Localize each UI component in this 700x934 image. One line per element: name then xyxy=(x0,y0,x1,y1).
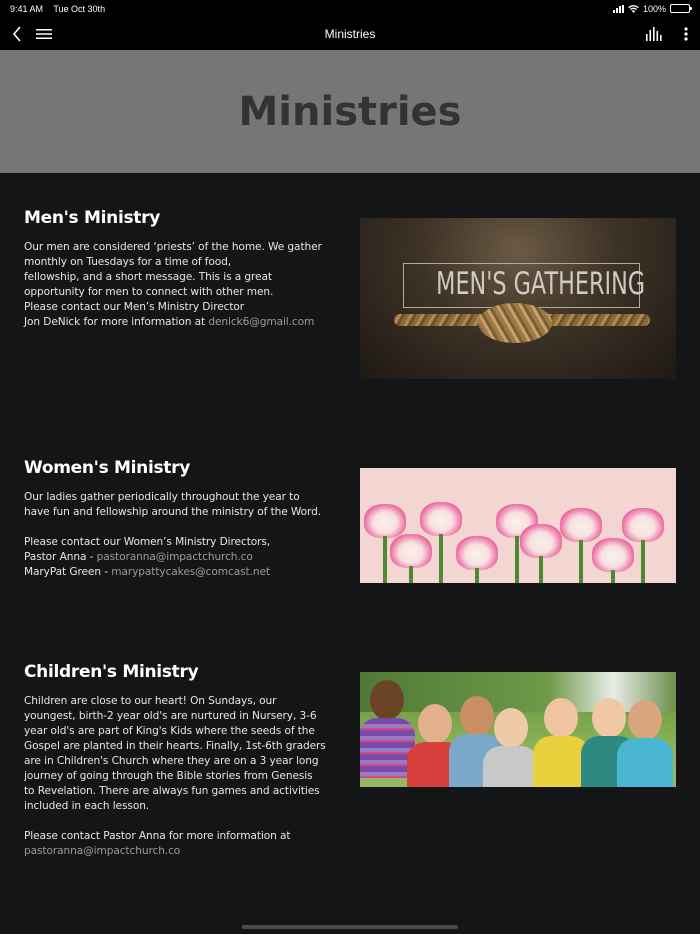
home-indicator[interactable] xyxy=(242,925,458,929)
text-line: Please contact Pastor Anna for more information at xyxy=(24,830,291,842)
section-description xyxy=(24,490,344,520)
back-icon xyxy=(12,26,22,42)
hamburger-menu-icon xyxy=(36,28,52,40)
text-line: monthly on Tuesdays for a time of food, xyxy=(24,256,232,268)
battery-percent: 100% xyxy=(642,3,666,14)
menu-button[interactable] xyxy=(36,28,52,40)
text-line: to Revelation. There are always fun games and activities xyxy=(24,785,320,797)
nav-right xyxy=(608,27,688,41)
section-womens-ministry xyxy=(24,458,676,588)
rose-graphic xyxy=(420,502,462,536)
section-description xyxy=(24,240,344,330)
image-caption: MEN'S GATHERING xyxy=(436,266,646,302)
rose-graphic xyxy=(364,504,406,538)
rose-graphic xyxy=(390,534,432,568)
text-line: youngest, birth-2 year old's are nurtured in Nursery, 3-6 xyxy=(24,710,317,722)
text-line: journey of going through the Bible stories from Genesis xyxy=(24,770,313,782)
battery-icon xyxy=(670,4,690,13)
section-childrens-ministry xyxy=(24,662,676,872)
section-contacts xyxy=(24,535,344,580)
text-line: Children are close to our heart! On Sundays, our xyxy=(24,695,277,707)
status-time: 9:41 AM xyxy=(10,3,44,14)
email-link[interactable]: pastoranna@impactchurch.co xyxy=(96,551,253,563)
email-link[interactable]: marypattycakes@comcast.net xyxy=(111,566,270,578)
navigation-bar xyxy=(0,17,700,50)
section-text xyxy=(24,208,344,330)
rose-graphic xyxy=(456,536,498,570)
status-right xyxy=(613,4,690,14)
text-line: Please contact our Women’s Ministry Directors, xyxy=(24,536,271,548)
page-banner xyxy=(0,50,700,173)
text-line: have fun and fellowship around the ministry of the Word. xyxy=(24,506,322,518)
more-options-button[interactable] xyxy=(684,27,688,41)
knot-graphic xyxy=(478,303,552,343)
rose-graphic xyxy=(560,508,602,542)
section-mens-ministry xyxy=(24,208,676,383)
text-line: Our men are considered ‘priests’ of the home. We gather xyxy=(24,241,322,253)
mens-gathering-image xyxy=(360,218,676,379)
audio-button[interactable] xyxy=(646,27,662,41)
email-link[interactable]: pastoranna@impactchurch.co xyxy=(24,845,181,857)
status-date: Tue Oct 30th xyxy=(53,3,106,14)
text-line: included in each lesson. xyxy=(24,800,150,812)
rose-graphic xyxy=(622,508,664,542)
section-text xyxy=(24,662,344,859)
status-left xyxy=(10,4,113,14)
text-line: opportunity for men to connect with other men. xyxy=(24,286,274,298)
back-button[interactable] xyxy=(12,26,22,42)
rose-graphic xyxy=(592,538,634,572)
page-title: Ministries xyxy=(238,88,462,135)
contact-name: MaryPat Green - xyxy=(24,566,112,578)
wifi-icon xyxy=(628,5,639,13)
cellular-signal-icon xyxy=(613,5,624,13)
text-line: Please contact our Men’s Ministry Director xyxy=(24,301,245,313)
child-figure xyxy=(628,700,673,787)
section-title: Women's Ministry xyxy=(24,458,190,478)
children-image xyxy=(360,672,676,787)
section-title: Children's Ministry xyxy=(24,662,199,682)
section-text xyxy=(24,458,344,580)
nav-title: Ministries xyxy=(324,26,376,41)
nav-left xyxy=(12,26,92,42)
text-line: Gospel are planted in their hearts. Finally, 1st-6th graders xyxy=(24,740,326,752)
contact-name: Pastor Anna - xyxy=(24,551,97,563)
roses-image xyxy=(360,468,676,583)
email-link[interactable]: denick6@gmail.com xyxy=(208,316,315,328)
section-description xyxy=(24,694,344,814)
status-bar xyxy=(0,0,700,17)
text-line: year old's are part of King's Kids where the seeds of the xyxy=(24,725,315,737)
more-vertical-icon xyxy=(684,27,688,41)
rose-graphic xyxy=(520,524,562,558)
section-title: Men's Ministry xyxy=(24,208,160,228)
text-line: fellowship, and a short message. This is a great xyxy=(24,271,272,283)
audio-bars-icon xyxy=(646,27,662,41)
section-contacts xyxy=(24,829,344,859)
text-line: are in Children's Church where they are on a 3 year long xyxy=(24,755,319,767)
text-line: Our ladies gather periodically throughout the year to xyxy=(24,491,300,503)
text-line: Jon DeNick for more information at xyxy=(24,316,209,328)
